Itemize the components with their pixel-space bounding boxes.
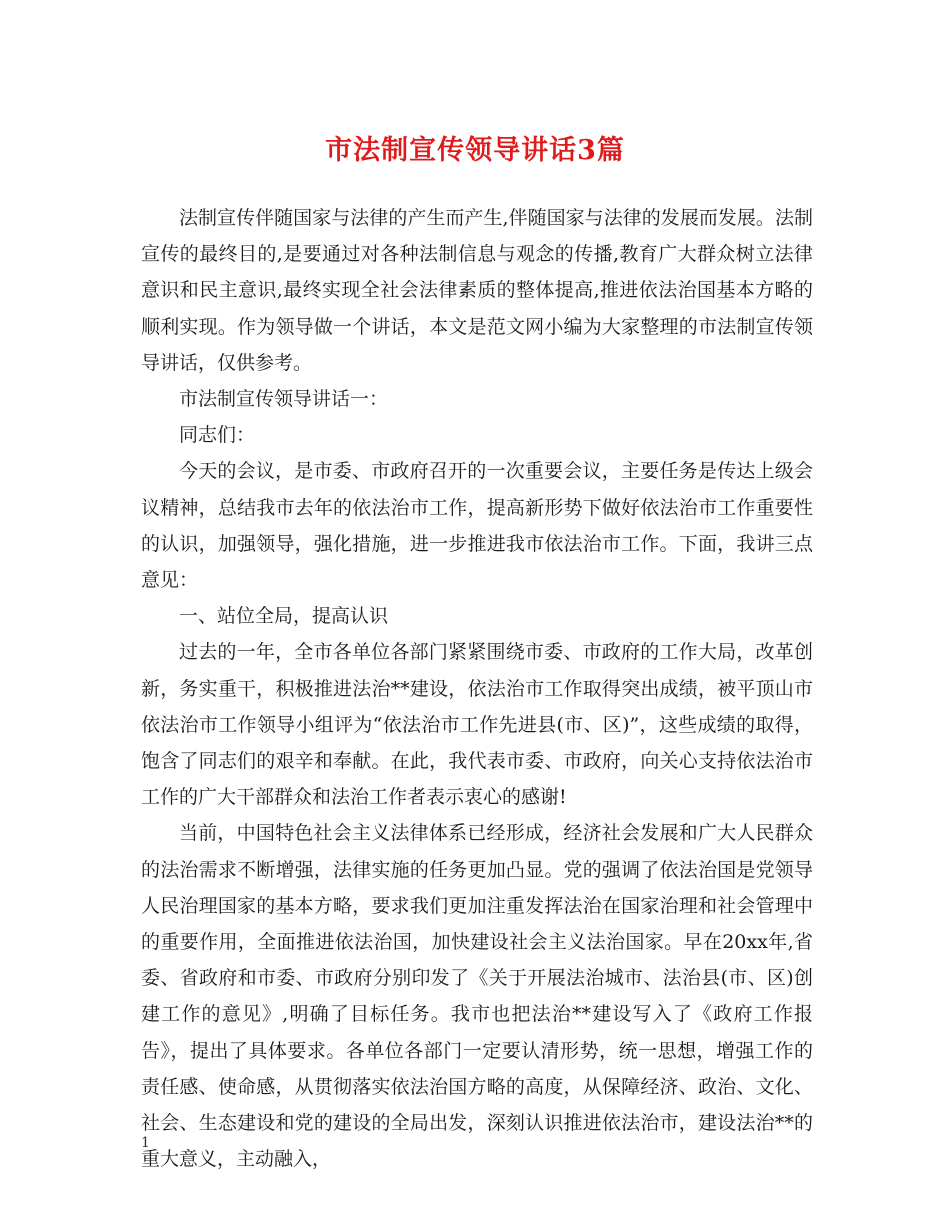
paragraph-opening: 今天的会议，是市委、市政府召开的一次重要会议，主要任务是传达上级会议精神，总结我市去年的依法治市工作，提高新形势下做好依法治市工作重要性的认识，加强领导，强化措施，进一步推进我市依法治市工作。下面，我讲三点意见：: [141, 460, 813, 592]
paragraph-salutation: 同志们：: [179, 424, 256, 447]
page-number: 1: [141, 1135, 150, 1151]
paragraph-speech-heading: 市法制宣传领导讲话一：: [179, 388, 389, 411]
paragraph-current-situation: 当前，中国特色社会主义法律体系已经形成，经济社会发展和广大人民群众的法治需求不断增强，法律实施的任务更加凸显。党的强调了依法治国是党领导人民治理国家的基本方略，要求我们更加注重发挥法治在国家治理和社会管理中的重要作用，全面推进依法治国，加快建设社会主义法治国家。早在20xx年,省委、省政府和市委、市政府分别印发了《关于开展法治城市、法治县(市、区)创建工作的意见》,明确了目标任务。我市也把法治**建设写入了《政府工作报告》，提出了具体要求。各单位各部门一定要认清形势，统一思想，增强工作的责任感、使命感，从贯彻落实依法治国方略的高度，从保障经济、政治、文化、社会、生态建设和党的建设的全局出发，深刻认识推进依法治市，建设法治**的重大意义，主动融入，: [141, 822, 813, 1171]
document-title: 市法制宣传领导讲话3篇: [325, 135, 625, 166]
paragraph-section-heading: 一、站位全局，提高认识: [179, 605, 389, 628]
document-body: [141, 200, 813, 1177]
paragraph-achievements: 过去的一年，全市各单位各部门紧紧围绕市委、市政府的工作大局，改革创新，务实重干，积极推进法治**建设，依法治市工作取得突出成绩，被平顶山市依法治市工作领导小组评为“依法治市工作先进县(市、区)”，这些成绩的取得，饱含了同志们的艰辛和奉献。在此，我代表市委、市政府，向关心支持依法治市工作的广大干部群众和法治工作者表示衷心的感谢!: [141, 641, 813, 809]
paragraph-intro: 法制宣传伴随国家与法律的产生而产生,伴随国家与法律的发展而发展。法制宣传的最终目的,是要通过对各种法制信息与观念的传播,教育广大群众树立法律意识和民主意识,最终实现全社会法律素质的整体提高,推进依法治国基本方略的顺利实现。作为领导做一个讲话，本文是范文网小编为大家整理的市法制宣传领导讲话，仅供参考。: [141, 207, 813, 374]
